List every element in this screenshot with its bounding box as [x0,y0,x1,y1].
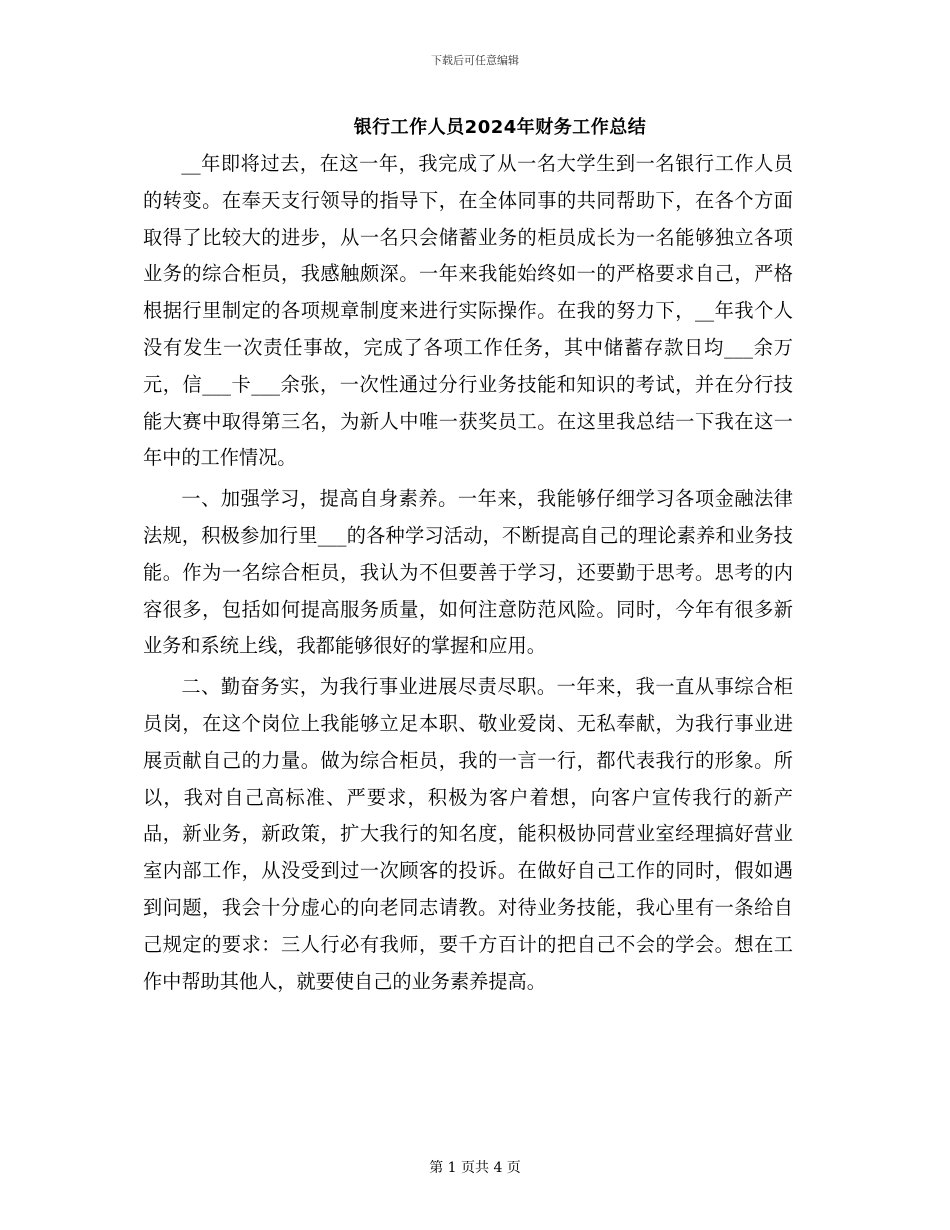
header-note: 下载后可任意编辑 [431,54,519,67]
document-body [143,146,793,1000]
document-title: 银行工作人员2024年财务工作总结 [353,117,647,138]
paragraph-study: 一、加强学习，提高自身素养。一年来，我能够仔细学习各项金融法律法规，积极参加行里___的各种学习活动，不断提高自己的理论素养和业务技能。作为一名综合柜员，我认为不但要善于学习，还要勤于思考。思考的内容很多，包括如何提高服务质量，如何注意防范风险。同时，今年有很多新业务和系统上线，我都能够很好的掌握和应用。 [143,487,793,658]
paragraph-diligence: 二、勤奋务实，为我行事业进展尽责尽职。一年来，我一直从事综合柜员岗，在这个岗位上我能够立足本职、敬业爱岗、无私奉献，为我行事业进展贡献自己的力量。做为综合柜员，我的一言一行，都代表我行的形象。所以，我对自己高标准、严要求，积极为客户着想，向客户宣传我行的新产品，新业务，新政策，扩大我行的知名度，能积极协同营业室经理搞好营业室内部工作，从没受到过一次顾客的投诉。在做好自己工作的同时，假如遇到问题，我会十分虚心的向老同志请教。对待业务技能，我心里有一条给自己规定的要求：三人行必有我师，要千方百计的把自己不会的学会。想在工作中帮助其他人，就要使自己的业务素养提高。 [143,675,793,993]
paragraph-intro: __年即将过去，在这一年，我完成了从一名大学生到一名银行工作人员的转变。在奉天支行领导的指导下，在全体同事的共同帮助下，在各个方面取得了比较大的进步，从一名只会储蓄业务的柜员成长为一名能够独立各项业务的综合柜员，我感触颇深。一年来我能始终如一的严格要求自己，严格根据行里制定的各项规章制度来进行实际操作。在我的努力下，__年我个人没有发生一次责任事故，完成了各项工作任务，其中储蓄存款日均___余万元，信___卡___余张，一次性通过分行业务技能和知识的考试，并在分行技能大赛中取得第三名，为新人中唯一获奖员工。在这里我总结一下我在这一年中的工作情况。 [143,152,793,470]
page-number: 第 1 页共 4 页 [429,1160,521,1176]
